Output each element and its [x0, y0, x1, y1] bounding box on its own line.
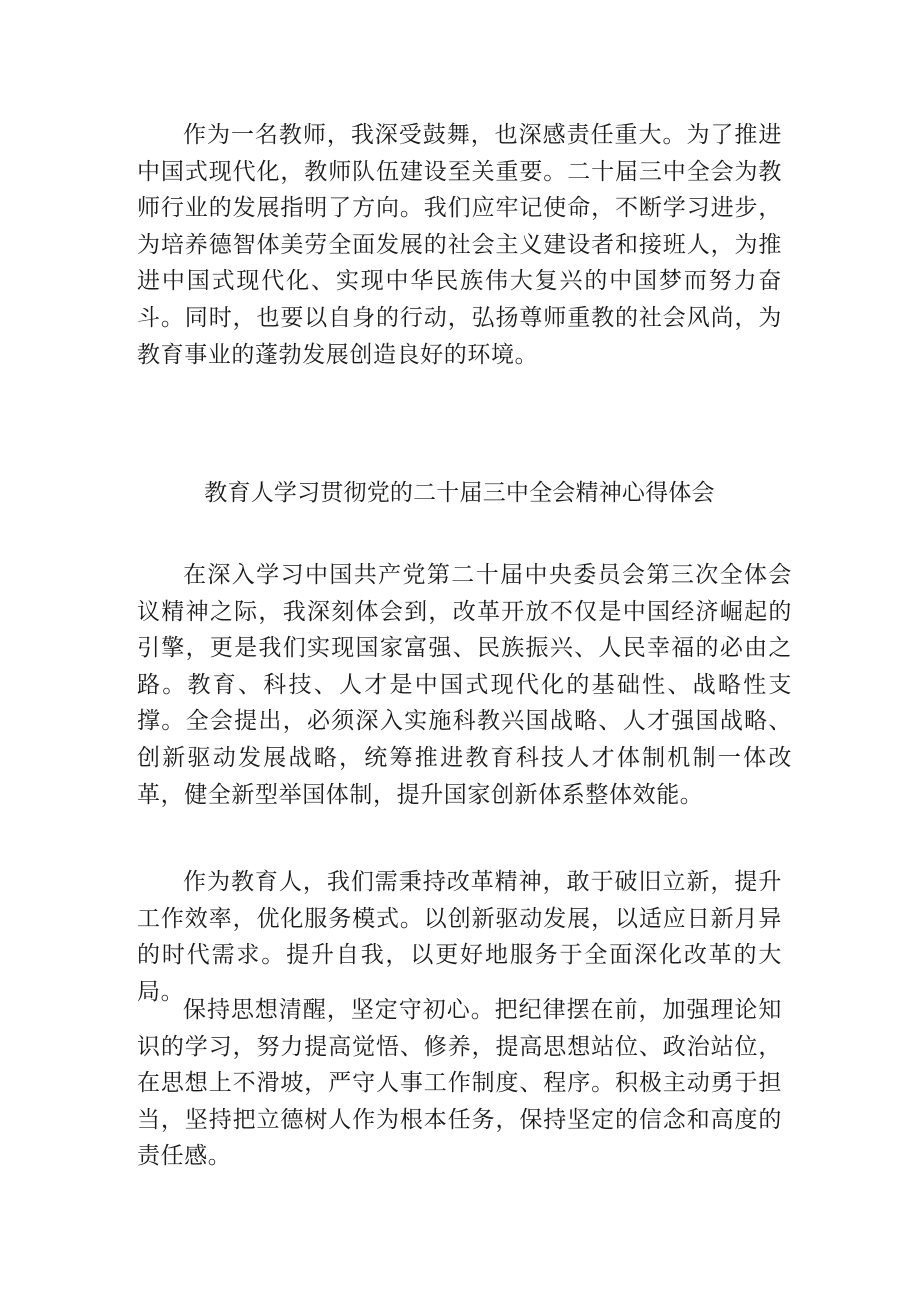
body-paragraph-4: 保持思想清醒，坚定守初心。把纪律摆在前，加强理论知识的学习，努力提高觉悟、修养，提高思想站位、政治站位，在思想上不滑坡，严守人事工作制度、程序。积极主动勇于担当，坚持把立德树人作为根本任务，保持坚定的信念和高度的责任感。 [137, 997, 782, 1170]
body-paragraph-1: 作为一名教师，我深受鼓舞，也深感责任重大。为了推进中国式现代化，教师队伍建设至关重要。二十届三中全会为教师行业的发展指明了方向。我们应牢记使命，不断学习进步，为培养德智体美劳全面发展的社会主义建设者和接班人，为推进中国式现代化、实现中华民族伟大复兴的中国梦而努力奋斗。同时，也要以自身的行动，弘扬尊师重教的社会风尚，为教育事业的蓬勃发展创造良好的环境。 [137, 122, 782, 368]
section-heading: 教育人学习贯彻党的二十届三中全会精神心得体会 [204, 480, 715, 506]
body-paragraph-2: 在深入学习中国共产党第二十届中央委员会第三次全体会议精神之际，我深刻体会到，改革开放不仅是中国经济崛起的引擎，更是我们实现国家富强、民族振兴、人民幸福的必由之路。教育、科技、人才是中国式现代化的基础性、战略性支撑。全会提出，必须深入实施科教兴国战略、人才强国战略、创新驱动发展战略，统筹推进教育科技人才体制机制一体改革，健全新型举国体制，提升国家创新体系整体效能。 [137, 562, 792, 808]
body-paragraph-3: 作为教育人，我们需秉持改革精神，敢于破旧立新，提升工作效率，优化服务模式。以创新驱动发展，以适应日新月异的时代需求。提升自我，以更好地服务于全面深化改革的大局。 [137, 869, 782, 1005]
